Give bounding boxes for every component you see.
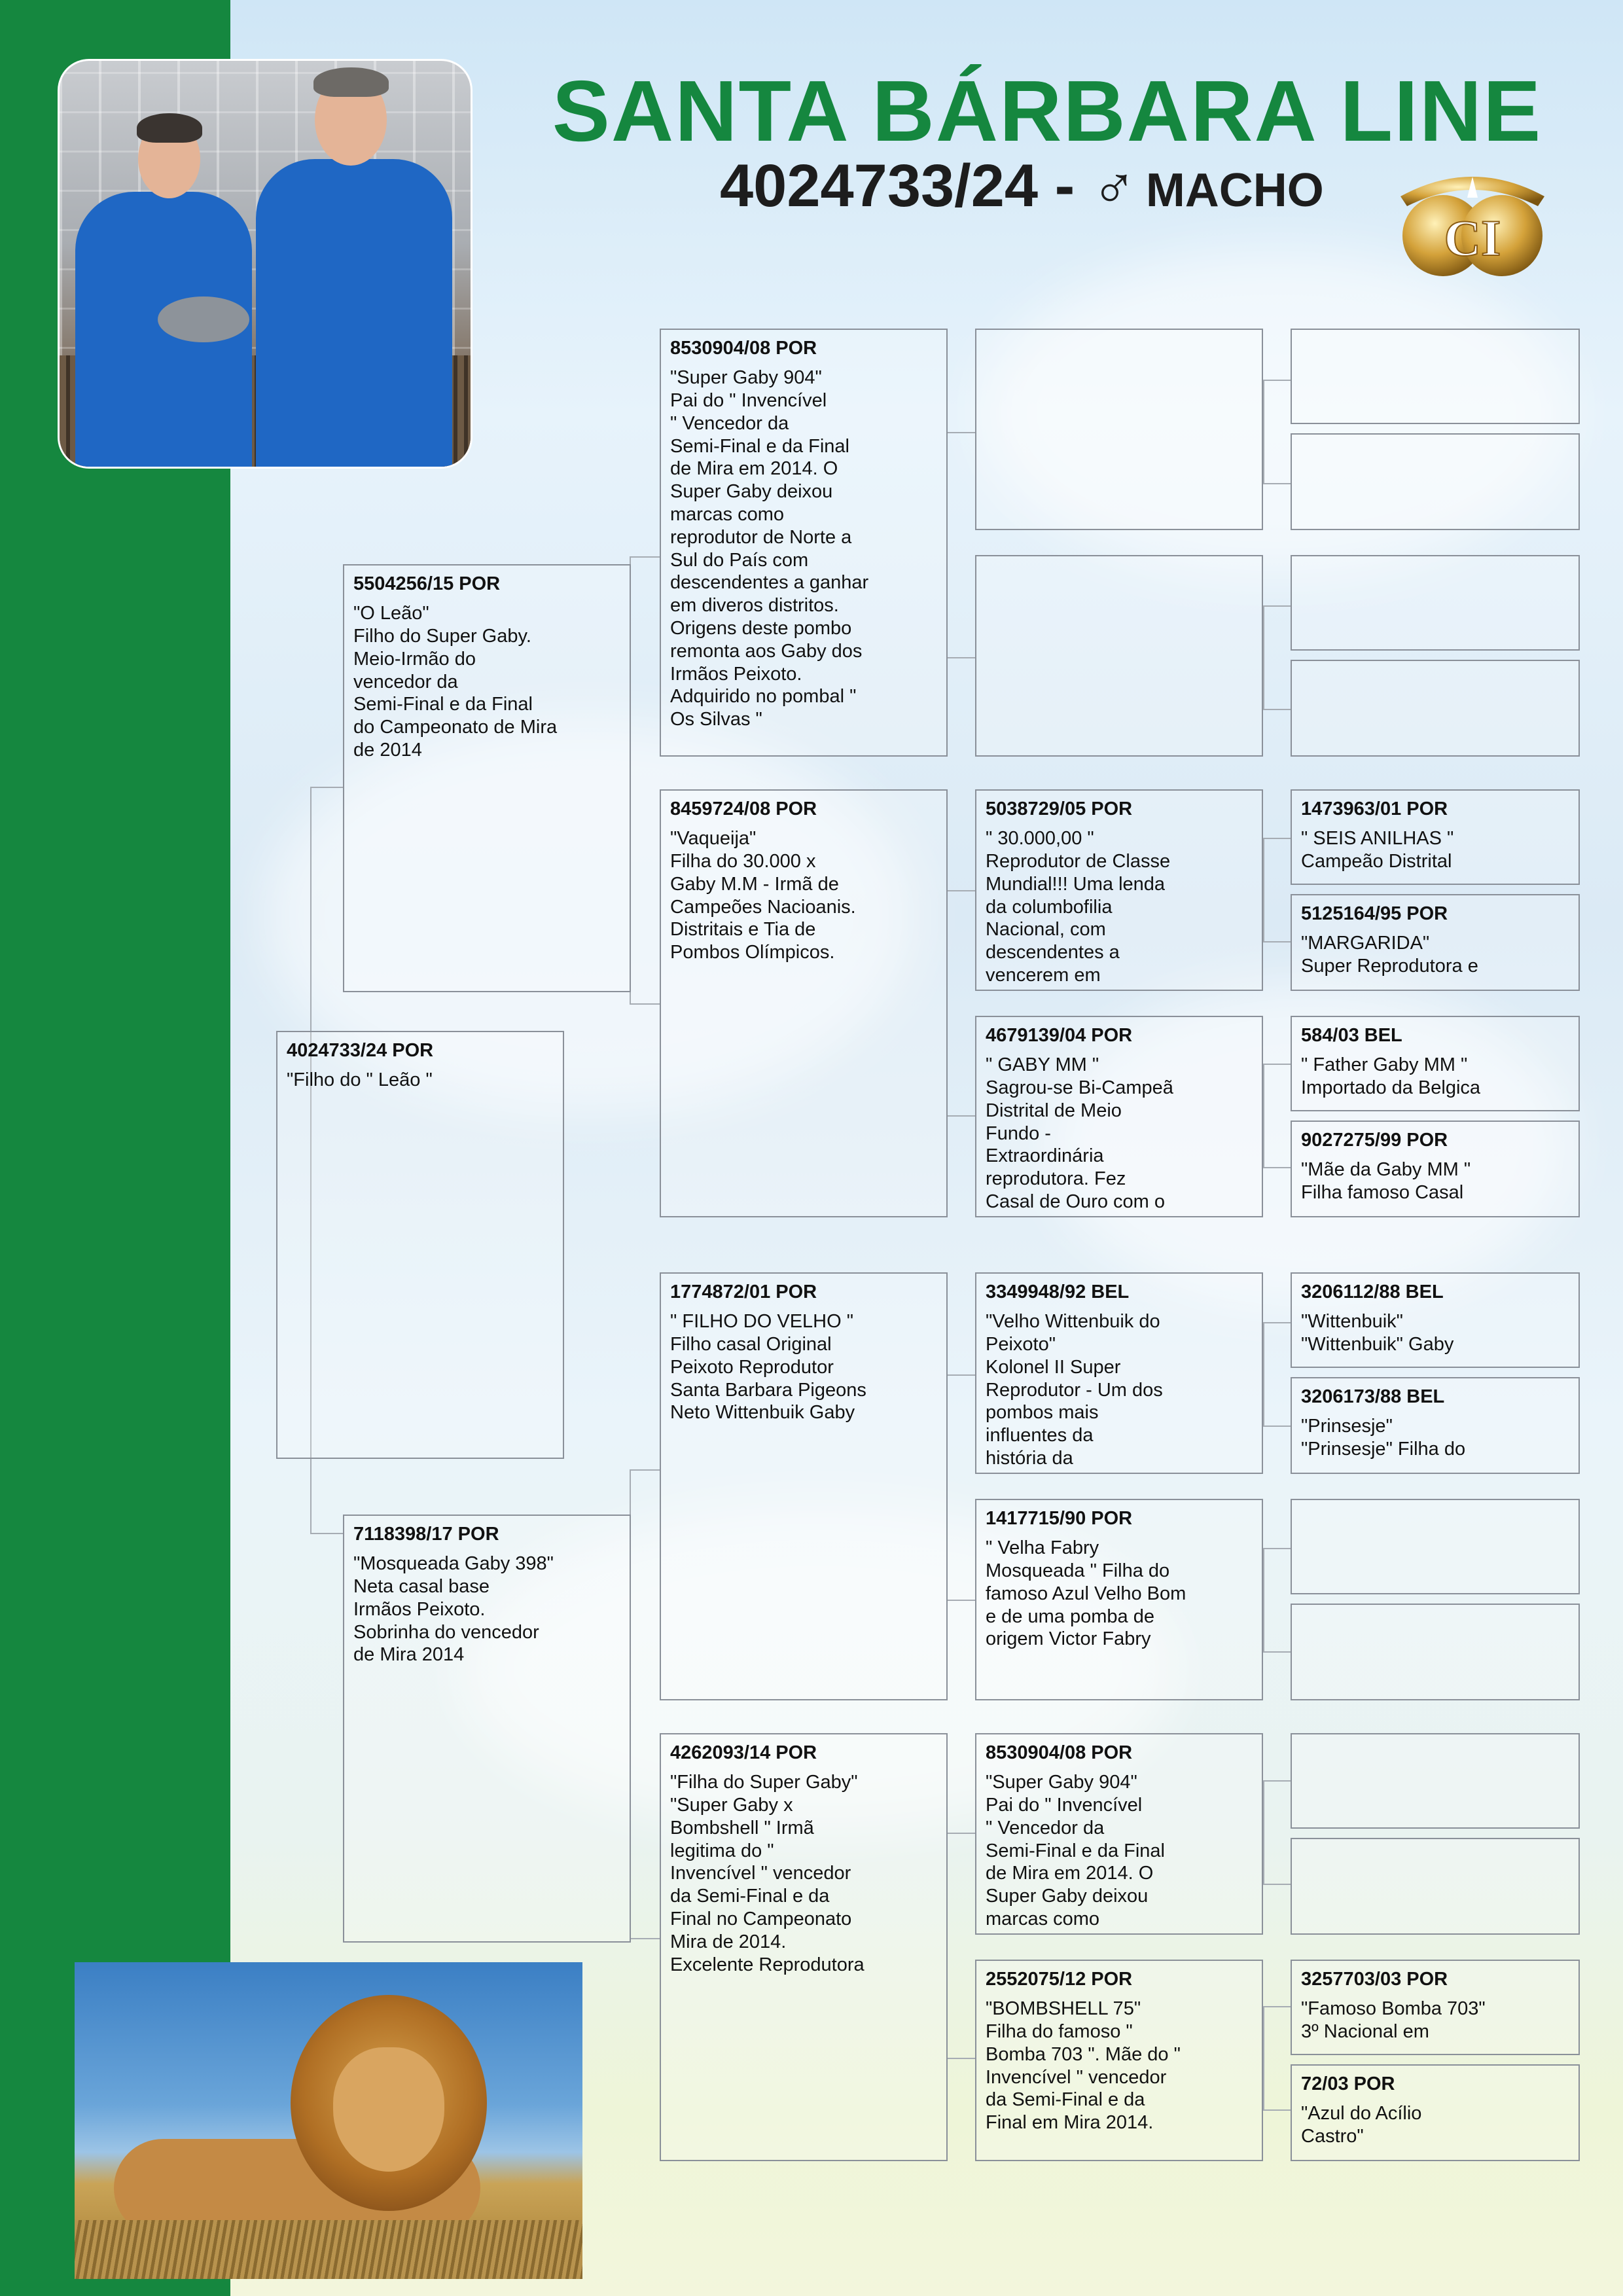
connector	[1263, 380, 1291, 484]
pedigree-box-sddd	[1291, 1121, 1580, 1217]
ring-subtitle	[720, 152, 1324, 219]
connector	[1263, 1548, 1291, 1653]
ring-number: 4262093/14 POR	[670, 1742, 817, 1763]
pigeon-description: "Vaqueija" Filha do 30.000 x Gaby M.M - Irmã de Campeões Nacioanis. Distritais e Tia de Pombos Olímpicos.	[670, 828, 856, 963]
connector	[946, 1374, 976, 1601]
ring-number: 4024733/24 POR	[287, 1040, 434, 1061]
connector	[946, 1833, 976, 2059]
pigeon-description: "Azul do Acílio Castro"	[1301, 2103, 1422, 2147]
ring-number: 1473963/01 POR	[1301, 798, 1448, 819]
pigeon-description: "Velho Wittenbuik do Peixoto" Kolonel II Super Reprodutor - Um dos pombos mais influentes da história da	[986, 1311, 1163, 1469]
male-symbol-icon: ♂	[1091, 152, 1137, 219]
ring-number: 8530904/08 POR	[986, 1742, 1133, 1763]
pigeon-description: "Filha do Super Gaby" "Super Gaby x Bombshell " Irmã legitima do " Invencível " vencedor da Semi-Final e da Final no Campeonato Mira de 2014. Excelente Reprodutora	[670, 1772, 865, 1975]
pigeon-description: "Mãe da Gaby MM " Filha famoso Casal	[1301, 1159, 1471, 1204]
pedigree-box-sds	[975, 789, 1263, 991]
pedigree-box-subject	[276, 1031, 564, 1459]
pedigree-box-ddd	[975, 1960, 1263, 2161]
lion-photo	[75, 1962, 582, 2279]
ring-number: 1774872/01 POR	[670, 1282, 817, 1302]
pedigree-box-dsd	[975, 1499, 1263, 1700]
ring-number: 3206173/88 BEL	[1301, 1386, 1445, 1407]
connector	[1263, 1064, 1291, 1168]
pedigree-box-dd	[660, 1733, 948, 2161]
sex-label: MACHO	[1145, 164, 1324, 217]
ring-number: 9027275/99 POR	[1301, 1130, 1448, 1151]
pedigree-box-ss	[660, 329, 948, 757]
pedigree-box-empty	[1291, 1499, 1580, 1594]
pedigree-box-dss	[975, 1272, 1263, 1474]
connector	[1263, 605, 1291, 710]
pedigree-box-dssd	[1291, 1377, 1580, 1474]
pigeon-description: "MARGARIDA" Super Reprodutora e	[1301, 933, 1478, 977]
connector	[946, 890, 976, 1117]
pigeon-description: "Prinsesje" "Prinsesje" Filha do	[1301, 1416, 1466, 1460]
pigeon-description: "Filho do " Leão "	[287, 1069, 433, 1091]
ring-number: 5125164/95 POR	[1301, 903, 1448, 924]
ring-number: 5038729/05 POR	[986, 798, 1133, 819]
club-logo	[1394, 157, 1551, 281]
ring-number: 4024733/24 -	[720, 152, 1075, 219]
pedigree-box-empty	[1291, 329, 1580, 424]
pedigree-box-sdss	[1291, 789, 1580, 885]
ring-number: 1417715/90 POR	[986, 1508, 1133, 1529]
connector	[1263, 1780, 1291, 1885]
pedigree-box-empty	[1291, 660, 1580, 757]
connector	[630, 1469, 660, 1939]
pigeon-description: "Wittenbuik" "Wittenbuik" Gaby	[1301, 1311, 1454, 1355]
ring-number: 72/03 POR	[1301, 2073, 1395, 2094]
pedigree-box-dddd	[1291, 2064, 1580, 2161]
pigeon-description: " Father Gaby MM " Importado da Belgica	[1301, 1054, 1481, 1099]
pedigree-box-empty	[1291, 555, 1580, 651]
ring-number: 3257703/03 POR	[1301, 1969, 1448, 1990]
ring-number: 8459724/08 POR	[670, 798, 817, 819]
pedigree-box-ddds	[1291, 1960, 1580, 2055]
pigeon-description: "O Leão" Filho do Super Gaby. Meio-Irmão do vencedor da Semi-Final e da Final do Campeonato de Mira de 2014	[353, 603, 558, 761]
pedigree-box-empty	[975, 555, 1263, 757]
breeders-photo	[58, 59, 473, 469]
page-title: SANTA BÁRBARA LINE	[552, 63, 1543, 159]
pedigree-box-empty	[975, 329, 1263, 530]
ring-number: 2552075/12 POR	[986, 1969, 1133, 1990]
pigeon-description: "Mosqueada Gaby 398" Neta casal base Irmãos Peixoto. Sobrinha do vencedor de Mira 2014	[353, 1553, 554, 1666]
pedigree-box-sdds	[1291, 1016, 1580, 1111]
pedigree-box-dam	[343, 1515, 631, 1943]
pigeon-description: " 30.000,00 " Reprodutor de Classe Mundial!!! Uma lenda da columbofilia Nacional, com descendentes a vencerem em	[986, 828, 1171, 986]
ring-number: 3206112/88 BEL	[1301, 1282, 1444, 1302]
pedigree-box-dsss	[1291, 1272, 1580, 1368]
pigeon-description: "Super Gaby 904" Pai do " Invencível " Vencedor da Semi-Final e da Final de Mira em 2014. O Super Gaby deixou marcas como	[986, 1772, 1165, 1930]
pedigree-box-sdd	[975, 1016, 1263, 1217]
logo-letters: CI	[1444, 209, 1501, 266]
pedigree-box-sire	[343, 564, 631, 992]
ring-number: 584/03 BEL	[1301, 1025, 1402, 1046]
pedigree-box-ds	[660, 1272, 948, 1700]
pedigree-box-empty	[1291, 1604, 1580, 1700]
pedigree-box-empty	[1291, 1733, 1580, 1829]
connector	[1263, 1322, 1291, 1427]
connector	[1263, 2006, 1291, 2111]
pedigree-box-sd	[660, 789, 948, 1217]
pigeon-description: "Super Gaby 904" Pai do " Invencível " Vencedor da Semi-Final e da Final de Mira em 2014. O Super Gaby deixou marcas como reprodutor de Norte a Sul do País com descendentes a ganhar em diveros distritos. Origens deste pombo remonta aos Gaby dos Irmãos Peixoto. Adquirido no pombal " Os Silvas "	[670, 367, 869, 730]
pedigree-box-dds	[975, 1733, 1263, 1935]
ring-number: 3349948/92 BEL	[986, 1282, 1130, 1302]
ring-number: 5504256/15 POR	[353, 573, 501, 594]
pigeon-description: " FILHO DO VELHO " Filho casal Original Peixoto Reprodutor Santa Barbara Pigeons Neto Wittenbuik Gaby	[670, 1311, 866, 1424]
pedigree-box-empty	[1291, 433, 1580, 530]
ring-number: 7118398/17 POR	[353, 1524, 499, 1545]
connector	[630, 556, 660, 1005]
pigeon-description: "BOMBSHELL 75" Filha do famoso " Bomba 703 ". Mãe do " Invencível " vencedor da Semi-Final e da Final em Mira 2014.	[986, 1998, 1181, 2134]
ring-number: 8530904/08 POR	[670, 338, 817, 359]
pigeon-description: " GABY MM " Sagrou-se Bi-Campeã Distrital de Meio Fundo - Extraordinária reprodutora. Fez Casal de Ouro com o	[986, 1054, 1173, 1213]
ring-number: 4679139/04 POR	[986, 1025, 1133, 1046]
pedigree-box-empty	[1291, 1838, 1580, 1935]
pigeon-description: " Velha Fabry Mosqueada " Filha do famoso Azul Velho Bom e de uma pomba de origem Victor Fabry	[986, 1537, 1186, 1650]
pigeon-description: "Famoso Bomba 703" 3º Nacional em	[1301, 1998, 1486, 2043]
pedigree-box-sdsd	[1291, 894, 1580, 991]
pigeon-description: " SEIS ANILHAS " Campeão Distrital	[1301, 828, 1454, 872]
connector	[946, 432, 976, 658]
connector	[1263, 838, 1291, 942]
